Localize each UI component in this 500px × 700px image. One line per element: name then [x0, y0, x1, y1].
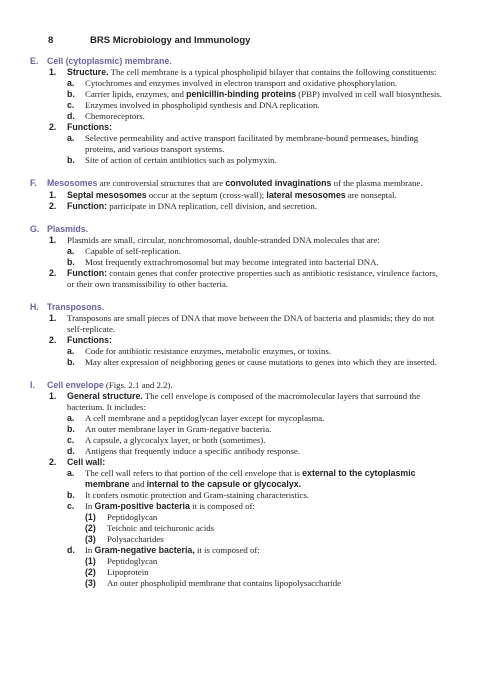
- sub-item: d. In Gram-negative bacteria, it is composed of: (1) Peptidoglycan (2) Lipoprotein (3) An outer phospholipid membrane that contains lipopolysaccharide: [67, 545, 445, 589]
- sub-item: c. Enzymes involved in phospholipid synthesis and DNA replication.: [67, 100, 320, 110]
- sub-item: b. Most frequently extrachromosomal but may become integrated into bacterial DNA.: [67, 257, 379, 267]
- section-letter: E.: [30, 56, 39, 66]
- list-item: 2. Function: participate in DNA replication, cell division, and secretion.: [49, 201, 317, 211]
- sub-item: a. Selective permeability and active transport facilitated by membrane-bound permeases, binding proteins, and various transport systems.: [67, 133, 419, 154]
- list-item: 2. Function: contain genes that confer protective properties such as antibiotic resistance, virulence factors, or their own transmissibility to other bacteria.: [49, 268, 438, 289]
- section-title: Cell envelope: [47, 380, 104, 390]
- section-e: [30, 56, 445, 166]
- sub-sub-item: (1) Peptidoglycan: [85, 512, 158, 522]
- section-h: [30, 302, 445, 368]
- sub-item: b. It confers osmotic protection and Gram-staining characteristics.: [67, 490, 309, 500]
- sub-item: d. Chemoreceptors.: [67, 111, 145, 121]
- sub-sub-item: (1) Peptidoglycan: [85, 556, 158, 566]
- sub-item: a. Cytochromes and enzymes involved in electron transport and oxidative phosphorylation.: [67, 78, 398, 88]
- sub-item: b. An outer membrane layer in Gram-negative bacteria.: [67, 424, 272, 434]
- list-item: 1. Transposons are small pieces of DNA that move between the DNA of bacteria and plasmids; they do not self-replicate.: [49, 313, 435, 334]
- list-item: 1. Septal mesosomes occur at the septum (cross-wall); lateral mesosomes are nonseptal.: [49, 190, 397, 200]
- sub-item: a. Capable of self-replication.: [67, 246, 181, 256]
- section-letter: G.: [30, 224, 40, 234]
- section-f: F. Mesosomes are controversial structures that are convoluted invaginations of the plasma membrane. 1. Septal mesosomes occur at the septum (cross-wall); lateral mesosomes are nonseptal. 2. Function: participate in DNA replication, cell division, and secretion.: [30, 178, 445, 212]
- section-title: Mesosomes: [47, 178, 98, 188]
- list-item: 1. Plasmids are small, circular, nonchromosomal, double-stranded DNA molecules that are: a. Capable of self-replication. b. Most frequently extrachromosomal but may become integrated into bacterial DNA.: [47, 235, 445, 268]
- sub-sub-item: (3) An outer phospholipid membrane that contains lipopolysaccharide: [85, 578, 342, 588]
- section-title: Cell (cytoplasmic) membrane.: [47, 56, 172, 66]
- list-item: 2. Functions: a. Code for antibiotic resistance enzymes, metabolic enzymes, or toxins. b. May alter expression of neighboring genes or cause mutations to genes into which they are inserted.: [47, 335, 445, 368]
- sub-item: c. A capsule, a glycocalyx layer, or both (sometimes).: [67, 435, 266, 445]
- page-header: [48, 35, 250, 46]
- list-item: 2. Functions: a. Selective permeability and active transport facilitated by membrane-bound permeases, binding proteins, and various transport systems. b. Site of action of certain antibiotics such as polymyxin.: [47, 122, 445, 166]
- section-g: [30, 224, 445, 290]
- list-item: 1. Structure. The cell membrane is a typical phospholipid bilayer that contains the following constituents: a. Cytochromes and enzymes involved in electron transport and oxidative phosphorylation. b. Carrier lipids, enzymes, and penicillin-binding proteins (PBP) involved in cell wall biosynthesis. c. Enzymes involved in phospholipid synthesis and DNA replication. d. Chemoreceptors.: [47, 67, 445, 122]
- section-title: Transposons.: [47, 302, 105, 312]
- page-number: 8: [48, 35, 54, 46]
- sub-sub-item: (3) Polysaccharides: [85, 534, 164, 544]
- sub-item: b. May alter expression of neighboring genes or cause mutations to genes into which they are inserted.: [67, 357, 437, 367]
- section-i: I. Cell envelope (Figs. 2.1 and 2.2). 1. General structure. The cell envelope is composed of the macromolecular layers that surround the bacterium. It includes: a. A cell membrane and a peptidoglycan layer except for mycoplasma. b. An outer membrane layer in Gram-negative bacteria. c. A capsule, a glycocalyx layer, or both (sometimes). d. Antigens that frequently induce a specific antibody response. 2. Cell wall: a. The cell wall refers to that portion of the cell envelope that is external to the cytoplasmic membrane and internal to the capsule or glycocalyx. b. It confers osmotic protection and Gram-staining characteristics. c. In Gram-positive bacteria it is composed of: (1) Peptidoglycan (2) Teichoic and teichuronic acids (3) Polysaccharides d. In Gram-negative bacteria, it is composed of: (1) Peptidoglycan (2) Lipoprotein (3) An outer phospholipid membrane that contains lipopolysaccharide: [30, 380, 445, 589]
- sub-item: d. Antigens that frequently induce a specific antibody response.: [67, 446, 300, 456]
- page-content: [30, 56, 445, 596]
- sub-item: a. A cell membrane and a peptidoglycan layer except for mycoplasma.: [67, 413, 325, 423]
- sub-item: b. Carrier lipids, enzymes, and penicillin-binding proteins (PBP) involved in cell wall biosynthesis.: [67, 89, 442, 99]
- section-letter: F.: [30, 178, 37, 188]
- section-letter: H.: [30, 302, 39, 312]
- sub-sub-item: (2) Lipoprotein: [85, 567, 149, 577]
- sub-item: a. Code for antibiotic resistance enzymes, metabolic enzymes, or toxins.: [67, 346, 331, 356]
- sub-item: c. In Gram-positive bacteria it is composed of: (1) Peptidoglycan (2) Teichoic and teichuronic acids (3) Polysaccharides: [67, 501, 445, 545]
- section-title: Plasmids.: [47, 224, 89, 234]
- sub-sub-item: (2) Teichoic and teichuronic acids: [85, 523, 215, 533]
- sub-item: a. The cell wall refers to that portion of the cell envelope that is external to the cytoplasmic membrane and internal to the capsule or glycocalyx.: [67, 468, 416, 489]
- book-title: BRS Microbiology and Immunology: [90, 35, 251, 46]
- list-item: 2. Cell wall: a. The cell wall refers to that portion of the cell envelope that is external to the cytoplasmic membrane and internal to the capsule or glycocalyx. b. It confers osmotic protection and Gram-staining characteristics. c. In Gram-positive bacteria it is composed of: (1) Peptidoglycan (2) Teichoic and teichuronic acids (3) Polysaccharides d. In Gram-negative bacteria, it is composed of: (1) Peptidoglycan (2) Lipoprotein (3) An outer phospholipid membrane that contains lipopolysaccharide: [47, 457, 445, 589]
- section-letter: I.: [30, 380, 35, 390]
- list-item: 1. General structure. The cell envelope is composed of the macromolecular layers that surround the bacterium. It includes: a. A cell membrane and a peptidoglycan layer except for mycoplasma. b. An outer membrane layer in Gram-negative bacteria. c. A capsule, a glycocalyx layer, or both (sometimes). d. Antigens that frequently induce a specific antibody response.: [47, 391, 445, 457]
- sub-item: b. Site of action of certain antibiotics such as polymyxin.: [67, 155, 277, 165]
